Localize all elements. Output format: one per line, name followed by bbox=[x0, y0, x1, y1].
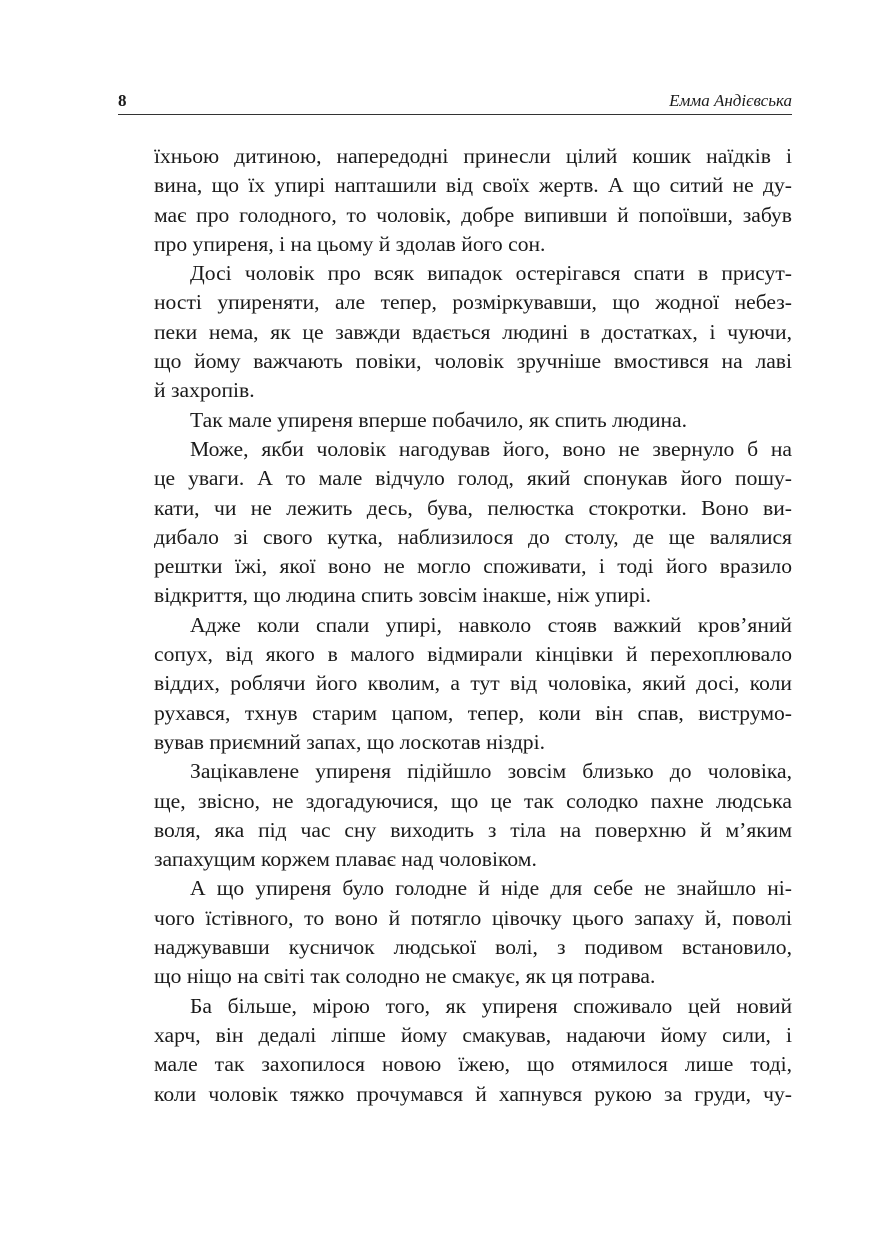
text-line: має про голодного, то чоловік, добре випивши й попоївши, забув bbox=[154, 202, 792, 227]
text-line: вина, що їх упирі напташили від своїх жертв. А що ситий не ду- bbox=[154, 173, 792, 198]
text-line: Так мале упиреня вперше побачило, як спить людина. bbox=[190, 407, 688, 432]
text-line: А що упиреня було голодне й ніде для себе не знайшло ні- bbox=[190, 876, 792, 901]
text-line: це уваги. А то мале відчуло голод, який спонукав його пошу- bbox=[154, 466, 792, 491]
text-line: вував приємний запах, що лоскотав ніздрі. bbox=[154, 729, 545, 754]
paragraph bbox=[118, 757, 792, 874]
text-line: запахущим коржем плаває над чоловіком. bbox=[154, 847, 537, 872]
text-line: кати, чи не лежить десь, бува, пелюстка стокротки. Воно ви- bbox=[154, 495, 792, 520]
text-line: коли чоловік тяжко прочумався й хапнувся рукою за груди, чу- bbox=[154, 1081, 792, 1106]
text-line: дибало зі свого кутка, наблизилося до столу, де ще валялися bbox=[154, 524, 792, 549]
paragraph bbox=[118, 406, 792, 435]
text-line: чого їстівного, то воно й потягло цівочку цього запаху й, поволі bbox=[154, 905, 792, 930]
paragraph bbox=[118, 142, 792, 259]
text-line: Досі чоловік про всяк випадок остерігався спати в присут- bbox=[190, 261, 792, 286]
running-header bbox=[118, 90, 792, 115]
book-page bbox=[118, 0, 792, 1241]
paragraph bbox=[118, 611, 792, 757]
text-line: наджувавши кусничок людської волі, з подивом встановило, bbox=[154, 935, 792, 960]
paragraph bbox=[118, 874, 792, 991]
text-line: харч, він дедалі ліпше йому смакував, надаючи йому сили, і bbox=[154, 1022, 792, 1047]
text-line: рухався, тхнув старим цапом, тепер, коли він спав, виструмо- bbox=[154, 700, 792, 725]
running-header-author: Емма Андієвська bbox=[669, 91, 792, 110]
text-line: що ніщо на світі так солодно не смакує, як ця потрава. bbox=[154, 964, 656, 989]
text-line: Зацікавлене упиреня підійшло зовсім близько до чоловіка, bbox=[190, 759, 792, 784]
text-line: мале так захопилося новою їжею, що отямилося лише тоді, bbox=[154, 1052, 792, 1077]
text-line: рештки їжі, якої воно не могло споживати, і тоді його вразило bbox=[154, 554, 792, 579]
text-line: Адже коли спали упирі, навколо стояв важкий кров’яний bbox=[190, 612, 792, 637]
text-line: ще, звісно, не здогадуючися, що це так солодко пахне людська bbox=[154, 788, 792, 813]
text-line: віддих, роблячи його кволим, а тут від чоловіка, який досі, коли bbox=[154, 671, 792, 696]
text-line: сопух, від якого в малого відмирали кінцівки й перехоплювало bbox=[154, 642, 792, 667]
body-text bbox=[118, 142, 792, 1109]
paragraph bbox=[118, 435, 792, 611]
text-line: воля, яка під час сну виходить з тіла на поверхню й м’яким bbox=[154, 817, 792, 842]
paragraph bbox=[118, 992, 792, 1109]
text-line: Може, якби чоловік нагодував його, воно не звернуло б на bbox=[190, 436, 792, 461]
text-line: про упиреня, і на цьому й здолав його сон. bbox=[154, 231, 546, 256]
text-line: пеки нема, як це завжди вдається людині в достатках, і чуючи, bbox=[154, 319, 792, 344]
text-line: що йому важчають повіки, чоловік зручніше вмостився на лаві bbox=[154, 349, 792, 374]
text-line: й захропів. bbox=[154, 378, 255, 403]
text-line: Ба більше, мірою того, як упиреня споживало цей новий bbox=[190, 993, 792, 1018]
text-line: їхньою дитиною, напередодні принесли цілий кошик наїдків і bbox=[154, 144, 792, 168]
page-number: 8 bbox=[118, 91, 127, 110]
text-line: ності упиреняти, але тепер, розміркувавши, що жодної небез- bbox=[154, 290, 792, 315]
paragraph bbox=[118, 259, 792, 405]
text-line: відкриття, що людина спить зовсім інакше, ніж упирі. bbox=[154, 583, 651, 608]
